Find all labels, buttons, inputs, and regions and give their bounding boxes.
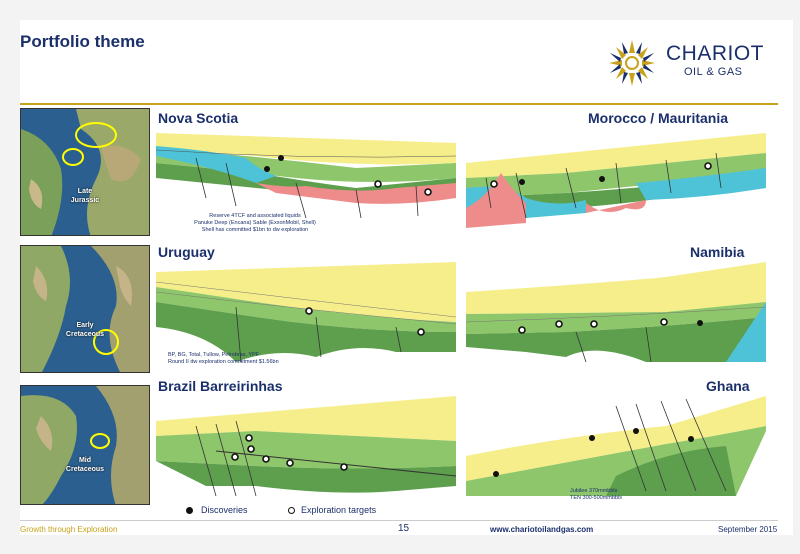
map-label-line2: Jurassic: [70, 197, 100, 204]
map-label-line1: Early: [76, 322, 94, 329]
sunburst-logo-icon: [604, 36, 660, 90]
map-late-jurassic: [20, 108, 150, 236]
map-label-line1: Late: [77, 188, 93, 195]
discovery-marker: [493, 471, 499, 477]
panel-title-nova-scotia: Nova Scotia: [158, 110, 239, 126]
target-marker: [287, 460, 293, 466]
note-line: Shell has committed $1bn to dw exploration: [201, 227, 309, 233]
footer-divider: [20, 520, 778, 521]
map-label-line2: Cretaceous: [65, 331, 105, 338]
morocco-mauritania-cross-section: [466, 128, 766, 233]
note-line: Reserve 4TCF and associated liquids: [209, 213, 301, 219]
target-marker: [375, 181, 381, 187]
target-marker: [491, 181, 497, 187]
footer-date: September 2015: [718, 525, 778, 534]
target-marker: [232, 454, 238, 460]
nova-scotia-notes: [170, 213, 340, 234]
uruguay-notes: [168, 352, 318, 366]
discovery-marker: [264, 166, 270, 172]
ghana-notes: [570, 488, 650, 502]
note-line: BP, BG, Total, Tullow, Petrobras, YPF: [168, 352, 260, 358]
target-marker: [519, 327, 525, 333]
page-title: Portfolio theme: [20, 32, 145, 51]
panel-title-brazil-barreirinhas: Brazil Barreirinhas: [158, 378, 283, 394]
target-marker: [341, 464, 347, 470]
discovery-marker: [519, 179, 525, 185]
discovery-marker: [589, 435, 595, 441]
discovery-marker: [278, 155, 284, 161]
target-marker: [556, 321, 562, 327]
namibia-cross-section: [466, 262, 766, 372]
target-marker: [705, 163, 711, 169]
discovery-marker: [688, 436, 694, 442]
legend-discoveries: Discoveries: [201, 505, 248, 515]
map-label: [21, 187, 149, 205]
map-label-line1: Mid: [78, 457, 92, 464]
target-marker: [248, 446, 254, 452]
target-marker: [418, 329, 424, 335]
note-line: Jubilee 370mmbbls: [570, 488, 618, 494]
chariot-logo: [604, 36, 774, 90]
footer-tagline: Growth through Exploration: [20, 525, 118, 534]
target-marker: [591, 321, 597, 327]
note-line: Round II dw exploration commitment $1.56bn: [168, 359, 279, 365]
legend-targets: Exploration targets: [301, 505, 377, 515]
logo-subtitle: OIL & GAS: [684, 66, 743, 78]
panel-title-uruguay: Uruguay: [158, 244, 215, 260]
discovery-marker: [599, 176, 605, 182]
legend: [186, 505, 376, 515]
target-marker: [306, 308, 312, 314]
map-mid-cretaceous: [20, 385, 150, 505]
discovery-legend-icon: [186, 507, 193, 514]
target-marker: [661, 319, 667, 325]
target-marker: [425, 189, 431, 195]
note-line: TEN 300-500mmbbls: [570, 495, 622, 501]
brazil-barreirinhas-cross-section: [156, 396, 456, 506]
logo-name: CHARIOT: [666, 42, 764, 65]
footer-url[interactable]: www.chariotoilandgas.com: [490, 525, 594, 534]
discovery-marker: [697, 320, 703, 326]
header-divider: [20, 103, 778, 105]
map-label: [21, 321, 149, 339]
page-number: 15: [398, 523, 410, 534]
map-early-cretaceous: [20, 245, 150, 373]
panel-title-namibia: Namibia: [690, 244, 745, 260]
panel-title-morocco-mauritania: Morocco / Mauritania: [588, 110, 729, 126]
map-label: [21, 456, 149, 474]
note-line: Panuke Deep (Encana) Sable (ExxonMobil, Shell): [194, 220, 316, 226]
panel-title-ghana: Ghana: [706, 378, 750, 394]
target-legend-icon: [288, 507, 295, 514]
target-marker: [263, 456, 269, 462]
map-label-line2: Cretaceous: [65, 466, 105, 473]
target-marker: [246, 435, 252, 441]
discovery-marker: [633, 428, 639, 434]
